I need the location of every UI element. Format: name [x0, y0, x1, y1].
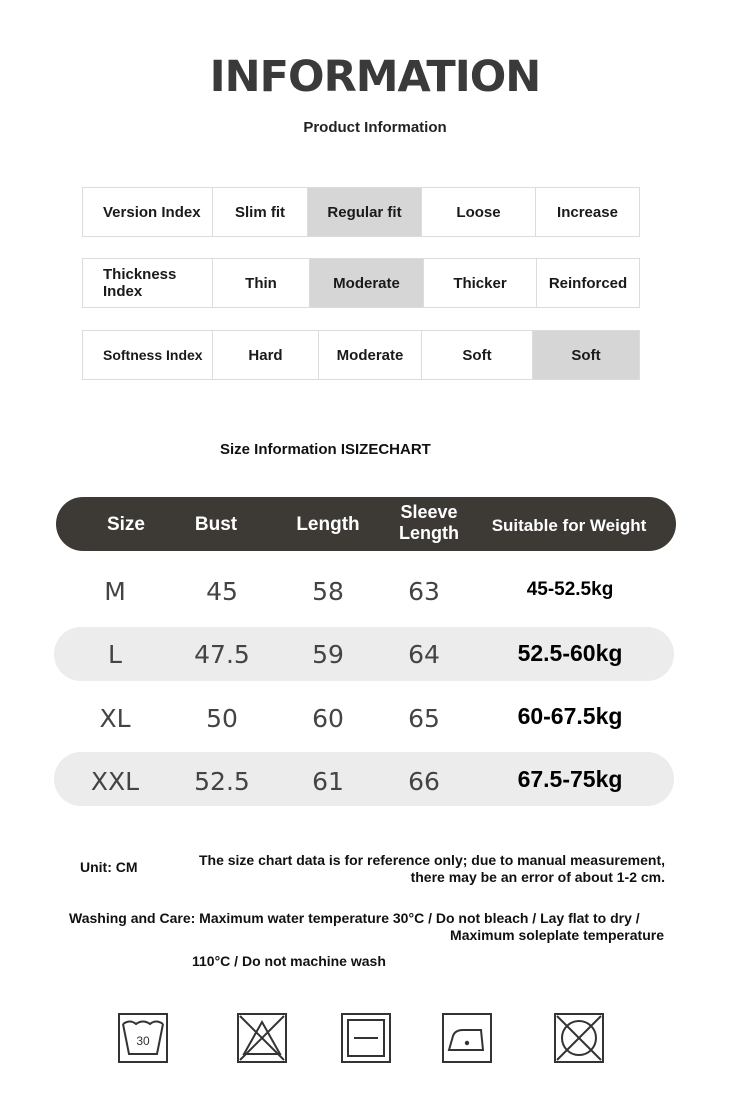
- version-option-loose: Loose: [421, 188, 535, 236]
- cell-size-xxl: XXL: [90, 767, 140, 796]
- softness-index-row: [82, 330, 640, 380]
- cell-size-m: M: [104, 577, 126, 606]
- softness-option-soft-selected: Soft: [532, 331, 639, 379]
- cell-bust-l: 47.5: [194, 640, 250, 669]
- cell-size-xl: XL: [99, 704, 131, 733]
- cell-length-l: 59: [312, 640, 344, 669]
- wash-temperature-label: 30: [136, 1034, 150, 1048]
- cell-sleeve-l: 64: [408, 640, 440, 669]
- column-header-length: Length: [296, 514, 360, 535]
- cell-length-xl: 60: [312, 704, 344, 733]
- softness-index-label: Softness Index: [103, 346, 203, 363]
- page-subtitle: Product Information: [303, 119, 447, 136]
- column-header-bust: Bust: [194, 514, 238, 535]
- thickness-option-thicker: Thicker: [423, 259, 536, 307]
- size-chart-heading: Size Information ISIZECHART: [220, 441, 431, 458]
- cell-bust-m: 45: [206, 577, 238, 606]
- thickness-option-moderate: Moderate: [309, 259, 423, 307]
- do-not-bleach-icon: [236, 1012, 288, 1064]
- softness-option-soft: Soft: [421, 331, 532, 379]
- version-option-regular-fit: Regular fit: [307, 188, 421, 236]
- cell-weight-m: 45-52.5kg: [526, 579, 614, 600]
- care-line-1: Washing and Care: Maximum water temperature 30°C / Do not bleach / Lay flat to dry /: [69, 910, 640, 926]
- softness-option-hard: Hard: [212, 331, 318, 379]
- column-header-sleeve-length: Sleeve Length: [399, 502, 459, 543]
- cell-length-xxl: 61: [312, 767, 344, 796]
- softness-option-moderate: Moderate: [318, 331, 421, 379]
- version-option-increase: Increase: [535, 188, 639, 236]
- cell-sleeve-xl: 65: [408, 704, 440, 733]
- size-table-header: [56, 497, 676, 551]
- do-not-tumble-dry-icon: [553, 1012, 605, 1064]
- care-line-2: Maximum soleplate temperature: [450, 927, 664, 943]
- thickness-index-row: [82, 258, 640, 308]
- unit-label: Unit: CM: [80, 859, 138, 875]
- cell-weight-xxl: 67.5-75kg: [517, 766, 623, 792]
- lay-flat-dry-icon: [340, 1012, 392, 1064]
- version-option-slim-fit: Slim fit: [212, 188, 307, 236]
- version-index-row: [82, 187, 640, 237]
- column-header-size: Size: [106, 514, 146, 535]
- version-index-label: Version Index: [103, 203, 201, 221]
- thickness-option-reinforced: Reinforced: [536, 259, 639, 307]
- iron-low-icon: [441, 1012, 493, 1064]
- cell-bust-xl: 50: [206, 704, 238, 733]
- cell-sleeve-m: 63: [408, 577, 440, 606]
- cell-bust-xxl: 52.5: [194, 767, 250, 796]
- cell-sleeve-xxl: 66: [408, 767, 440, 796]
- cell-size-l: L: [108, 640, 122, 669]
- page-title: INFORMATION: [209, 52, 541, 102]
- cell-weight-xl: 60-67.5kg: [517, 703, 623, 729]
- thickness-index-label: Thickness Index: [103, 266, 177, 300]
- disclaimer-line-1: The size chart data is for reference only; due to manual measurement,: [198, 852, 665, 868]
- column-header-weight: Suitable for Weight: [491, 516, 647, 535]
- care-line-3: 110°C / Do not machine wash: [192, 953, 386, 969]
- thickness-option-thin: Thin: [212, 259, 309, 307]
- cell-length-m: 58: [312, 577, 344, 606]
- cell-weight-l: 52.5-60kg: [517, 640, 623, 666]
- disclaimer-line-2: there may be an error of about 1-2 cm.: [410, 869, 665, 885]
- wash-30-icon: [117, 1012, 169, 1064]
